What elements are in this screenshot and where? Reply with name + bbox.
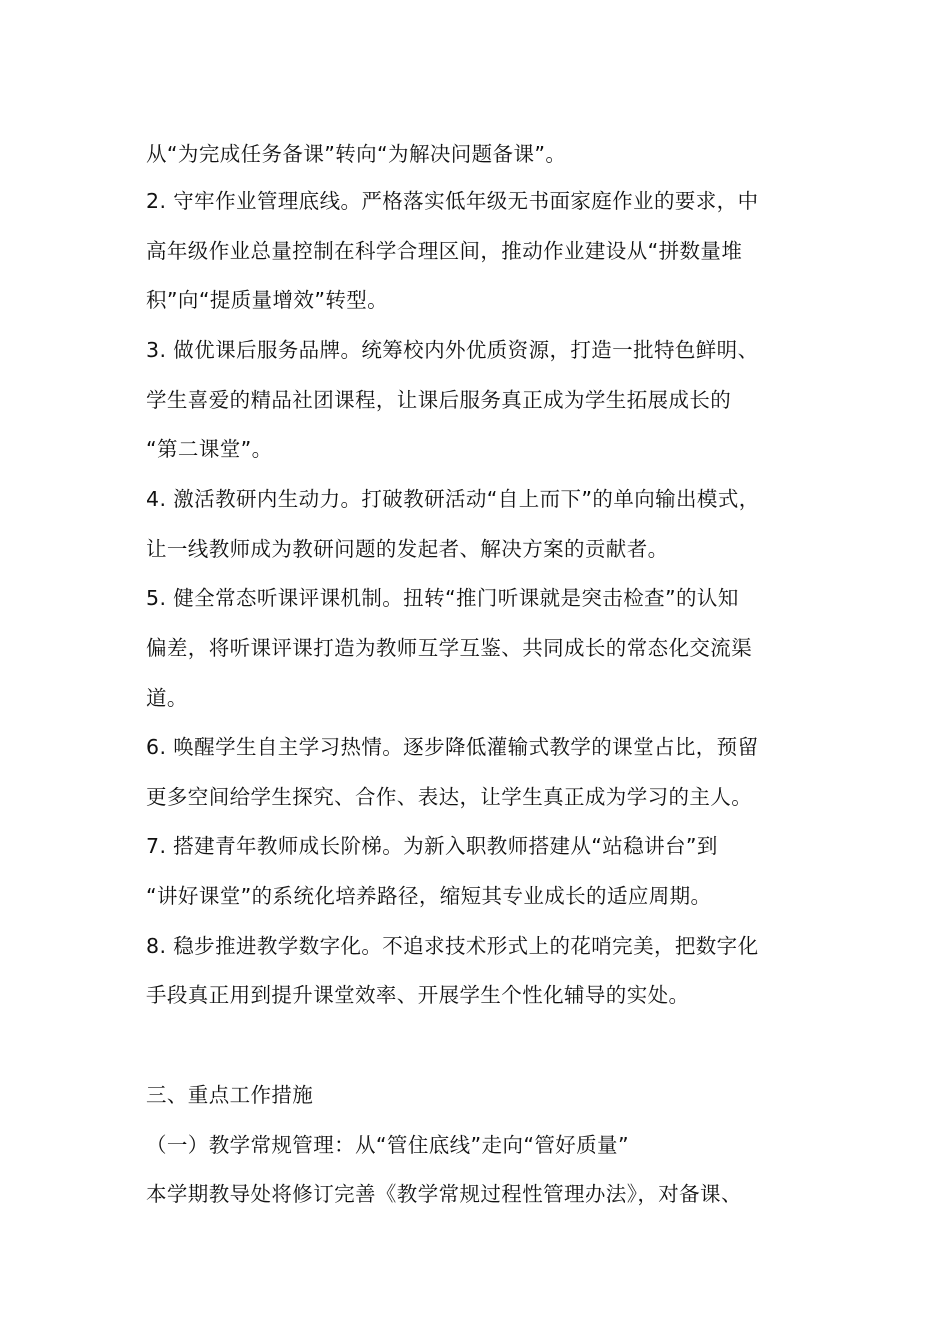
text-line: 5. 健全常态听课评课机制。扭转“推门听课就是突击检查”的认知 xyxy=(146,586,739,610)
subsection-heading: （一）教学常规管理：从“管住底线”走向“管好质量” xyxy=(146,1133,629,1157)
text-line: 学生喜爱的精品社团课程，让课后服务真正成为学生拓展成长的 xyxy=(146,388,732,412)
text-line: 手段真正用到提升课堂效率、开展学生个性化辅导的实处。 xyxy=(146,983,690,1007)
text-line: “讲好课堂”的系统化培养路径，缩短其专业成长的适应周期。 xyxy=(146,884,712,908)
text-line: 积”向“提质量增效”转型。 xyxy=(146,288,389,312)
text-line: 3. 做优课后服务品牌。统筹校内外优质资源，打造一批特色鲜明、 xyxy=(146,338,759,362)
text-line: 让一线教师成为教研问题的发起者、解决方案的贡献者。 xyxy=(146,537,669,561)
text-line: 高年级作业总量控制在科学合理区间，推动作业建设从“拼数量堆 xyxy=(146,239,743,263)
section-heading: 三、重点工作措施 xyxy=(146,1083,314,1107)
text-line: 本学期教导处将修订完善《教学常规过程性管理办法》，对备课、 xyxy=(146,1182,742,1206)
text-line: “第二课堂”。 xyxy=(146,437,273,461)
text-line: 8. 稳步推进教学数字化。不追求技术形式上的花哨完美，把数字化 xyxy=(146,934,759,958)
text-line: 7. 搭建青年教师成长阶梯。为新入职教师搭建从“站稳讲台”到 xyxy=(146,834,718,858)
text-line: 2. 守牢作业管理底线。严格落实低年级无书面家庭作业的要求，中 xyxy=(146,189,759,213)
text-line: 从“为完成任务备课”转向“为解决问题备课”。 xyxy=(146,142,567,166)
text-line: 6. 唤醒学生自主学习热情。逐步降低灌输式教学的课堂占比，预留 xyxy=(146,735,759,759)
text-line: 偏差，将听课评课打造为教师互学互鉴、共同成长的常态化交流渠 xyxy=(146,636,753,660)
text-line: 道。 xyxy=(146,686,188,710)
text-line: 4. 激活教研内生动力。打破教研活动“自上而下”的单向输出模式， xyxy=(146,487,760,511)
text-line: 更多空间给学生探究、合作、表达，让学生真正成为学习的主人。 xyxy=(146,785,753,809)
